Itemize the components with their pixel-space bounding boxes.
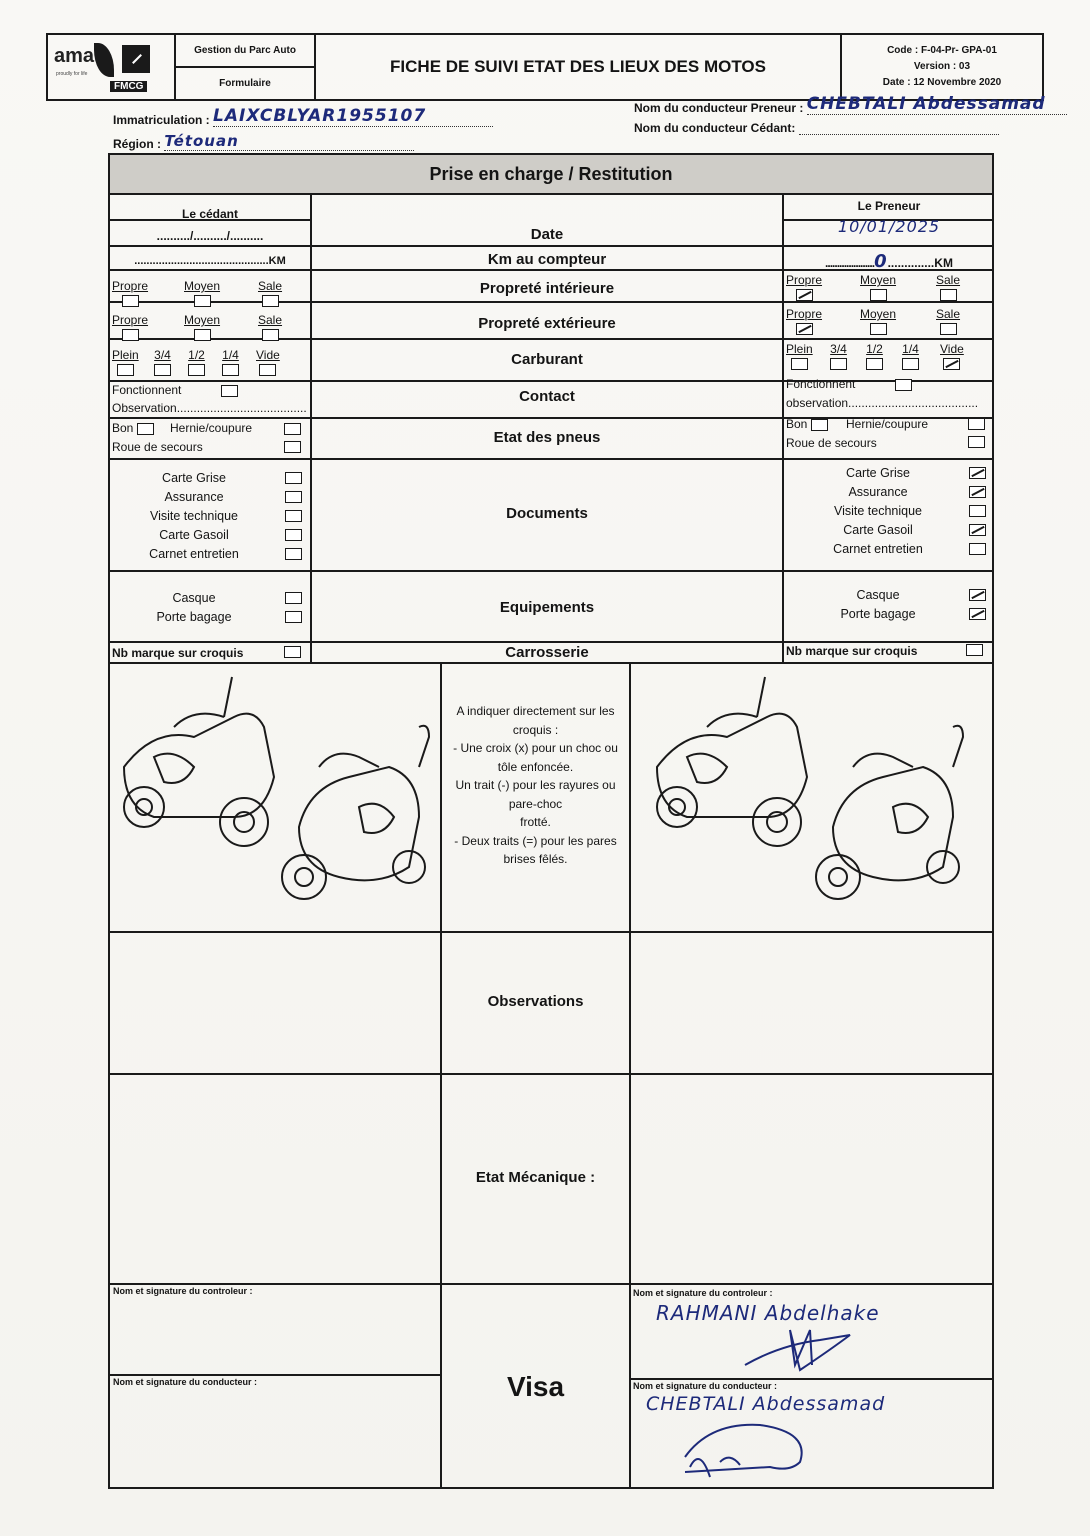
row-label-contact: Contact (519, 388, 575, 405)
col-header-preneur: Le Preneur (857, 199, 921, 213)
cedant-fonctionnent[interactable]: Fonctionnent (112, 383, 238, 397)
scooter-sketch-cedant[interactable] (114, 667, 436, 929)
cedant-conducteur-label: Nom et signature du conducteur : (113, 1377, 258, 1387)
scooter-rear-view (816, 726, 963, 899)
preneur-controleur-name[interactable]: RAHMANI Abdelhake (656, 1301, 880, 1325)
row-label-documents: Documents (506, 505, 588, 522)
cedant-value[interactable] (799, 134, 999, 135)
doc-code-block (842, 35, 1042, 99)
cedant-doc-visite[interactable]: Visite technique (120, 506, 302, 525)
checkbox[interactable] (222, 364, 239, 376)
doc-date: Date : 12 Novembre 2020 (882, 77, 1002, 88)
preneur-fuel-3-4[interactable]: 3/4 (830, 342, 847, 370)
immatriculation-value[interactable]: LAIXCBLYAR1955107 (213, 106, 493, 127)
preneur-hernie-checkbox[interactable] (968, 418, 985, 430)
preneur-pneus-bon[interactable]: Bon (786, 417, 828, 431)
preneur-mecanique-area[interactable] (632, 1076, 992, 1281)
cedant-nb-marque: Nb marque sur croquis (112, 646, 244, 660)
preneur-documents (794, 463, 986, 558)
preneur-ext-propre[interactable]: Propre (786, 307, 822, 335)
preneur-eq-casque[interactable]: Casque (794, 585, 986, 604)
checkbox[interactable] (870, 323, 887, 335)
row-label-visa: Visa (506, 1371, 565, 1402)
preneur-date-field[interactable]: 10/01/2025 (837, 217, 941, 236)
row-label-mecanique: Etat Mécanique : (475, 1169, 596, 1186)
preneur-km-field[interactable]: .....................0..............KM (825, 251, 953, 272)
cedant-pneus-bon[interactable]: Bon (112, 421, 154, 435)
cedant-pneus-hernie: Hernie/coupure (170, 421, 253, 435)
preneur-fuel-1-4[interactable]: 1/4 (902, 342, 919, 370)
preneur-ext-moyen[interactable]: Moyen (860, 307, 896, 335)
preneur-nb-marque: Nb marque sur croquis (786, 644, 918, 658)
preneur-pneus-hernie: Hernie/coupure (846, 417, 929, 431)
checkbox-checked[interactable] (969, 467, 986, 479)
cedant-fuel-1-4[interactable]: 1/4 (222, 348, 239, 376)
ama-tagline: proudly for life (56, 71, 88, 77)
preneur-observations-area[interactable] (632, 934, 992, 1071)
region-field[interactable] (113, 132, 414, 151)
region-value[interactable]: Tétouan (164, 132, 414, 151)
ama-logo: ama (54, 45, 95, 67)
preneur-ext-sale[interactable]: Sale (936, 307, 960, 335)
preneur-doc-carte-grise[interactable]: Carte Grise (794, 463, 986, 482)
preneur-eq-bagage[interactable]: Porte bagage (794, 604, 986, 623)
section-band: Prise en charge / Restitution (110, 155, 992, 195)
preneur-int-propre[interactable]: Propre (786, 273, 822, 301)
cedant-nb-marque-box[interactable] (284, 646, 301, 658)
checkbox[interactable] (154, 364, 171, 376)
tool-icon (122, 45, 150, 73)
checkbox[interactable] (791, 358, 808, 370)
preneur-name-field[interactable] (634, 94, 1067, 115)
preneur-equipements (794, 585, 986, 623)
row-label-date: Date (530, 226, 564, 243)
checkbox[interactable] (969, 543, 986, 555)
cedant-documents (120, 468, 302, 563)
row-label-carburant: Carburant (511, 351, 583, 368)
checkbox[interactable] (285, 548, 302, 560)
preneur-doc-entretien[interactable]: Carnet entretien (794, 539, 986, 558)
doc-version: Version : 03 (913, 61, 971, 72)
checkbox[interactable] (122, 329, 139, 341)
cedant-doc-gasoil[interactable]: Carte Gasoil (120, 525, 302, 544)
preneur-doc-visite[interactable]: Visite technique (794, 501, 986, 520)
cedant-fuel-1-2[interactable]: 1/2 (188, 348, 205, 376)
checkbox-checked[interactable] (796, 323, 813, 335)
row-label-carrosserie: Carrosserie (505, 644, 589, 661)
preneur-conducteur-label: Nom et signature du conducteur : (633, 1381, 778, 1391)
checkbox[interactable] (830, 358, 847, 370)
checkbox-checked[interactable] (969, 608, 986, 620)
preneur-nb-marque-box[interactable] (966, 644, 983, 656)
doc-code: Code : F-04-Pr- GPA-01 (887, 45, 997, 56)
form-header (46, 33, 1044, 101)
cedant-hernie-checkbox[interactable] (284, 423, 301, 435)
scooter-sketch-preneur[interactable] (633, 667, 991, 929)
preneur-roue-secours: Roue de secours (786, 436, 877, 450)
scooter-side-view (657, 677, 807, 846)
preneur-fuel-vide[interactable]: Vide (940, 342, 964, 370)
logo-block (48, 35, 176, 99)
preneur-value[interactable]: CHEBTALI Abdessamad (807, 94, 1067, 115)
row-label-interieur: Propreté intérieure (479, 280, 615, 297)
scooter-side-view (124, 677, 274, 846)
checkbox-checked[interactable] (796, 289, 813, 301)
checkbox[interactable] (866, 358, 883, 370)
cedant-mecanique-area[interactable] (112, 1076, 438, 1281)
immatriculation-label: Immatriculation : (113, 113, 210, 127)
checkbox[interactable] (811, 419, 828, 431)
leaf-icon (94, 43, 114, 77)
cedant-observation[interactable]: Observation....................................... (112, 401, 307, 415)
row-label-exterieur: Propreté extérieure (478, 315, 616, 332)
cedant-fuel-plein[interactable]: Plein (112, 348, 139, 376)
row-label-equipements: Equipements (499, 599, 595, 616)
cedant-eq-casque[interactable]: Casque (120, 588, 302, 607)
immatriculation-field[interactable] (113, 106, 493, 127)
preneur-int-sale[interactable]: Sale (936, 273, 960, 301)
header-subtitle (176, 35, 316, 99)
cedant-doc-assurance[interactable]: Assurance (120, 487, 302, 506)
checkbox[interactable] (262, 295, 279, 307)
department-label: Gestion du Parc Auto (176, 35, 314, 68)
checkbox[interactable] (259, 364, 276, 376)
checkbox[interactable] (902, 358, 919, 370)
cedant-roue-checkbox[interactable] (284, 441, 301, 453)
preneur-controleur-label: Nom et signature du controleur : (633, 1288, 773, 1298)
cedant-roue-secours: Roue de secours (112, 440, 203, 454)
cedant-fuel-vide[interactable]: Vide (256, 348, 280, 376)
checkbox[interactable] (285, 491, 302, 503)
cedant-int-sale[interactable]: Sale (258, 279, 282, 307)
preneur-fuel-plein[interactable]: Plein (786, 342, 813, 370)
checkbox-checked[interactable] (969, 524, 986, 536)
preneur-conducteur-name[interactable]: CHEBTALI Abdessamad (646, 1393, 886, 1415)
preneur-int-moyen[interactable]: Moyen (860, 273, 896, 301)
col-header-cedant: Le cédant (181, 207, 238, 221)
cedant-date-field[interactable]: ........../........../.......... (156, 229, 264, 243)
preneur-doc-gasoil[interactable]: Carte Gasoil (794, 520, 986, 539)
scooter-rear-view (282, 726, 429, 899)
inspection-table (108, 153, 994, 1489)
cedant-doc-entretien[interactable]: Carnet entretien (120, 544, 302, 563)
conducteur-signature-scribble (670, 1417, 820, 1487)
cedant-doc-carte-grise[interactable]: Carte Grise (120, 468, 302, 487)
preneur-observation[interactable]: observation....................................... (786, 396, 979, 410)
checkbox[interactable] (122, 295, 139, 307)
checkbox[interactable] (117, 364, 134, 376)
checkbox[interactable] (285, 472, 302, 484)
preneur-fonctionnent[interactable]: Fonctionnent (786, 377, 912, 391)
row-label-km: Km au compteur (487, 251, 607, 268)
cedant-int-moyen[interactable]: Moyen (184, 279, 220, 307)
checkbox[interactable] (188, 364, 205, 376)
fmcg-logo: FMCG (110, 81, 147, 92)
checkbox[interactable] (870, 289, 887, 301)
cedant-ext-propre[interactable]: Propre (112, 313, 148, 341)
cedant-km-field[interactable]: ............................................KM (134, 255, 286, 267)
checkbox[interactable] (137, 423, 154, 435)
cedant-observations-area[interactable] (112, 934, 438, 1071)
checkbox[interactable] (262, 329, 279, 341)
checkbox-checked[interactable] (943, 358, 960, 370)
checkbox[interactable] (940, 323, 957, 335)
cedant-fuel-3-4[interactable]: 3/4 (154, 348, 171, 376)
checkbox-checked[interactable] (969, 486, 986, 498)
cedant-eq-bagage[interactable]: Porte bagage (120, 607, 302, 626)
preneur-doc-assurance[interactable]: Assurance (794, 482, 986, 501)
preneur-roue-checkbox[interactable] (968, 436, 985, 448)
checkbox[interactable] (895, 379, 912, 391)
checkbox-checked[interactable] (969, 589, 986, 601)
checkbox[interactable] (285, 510, 302, 522)
cedant-label: Nom du conducteur Cédant: (634, 121, 796, 135)
cedant-name-field[interactable] (634, 121, 999, 135)
cedant-ext-sale[interactable]: Sale (258, 313, 282, 341)
preneur-label: Nom du conducteur Preneur : (634, 101, 804, 115)
checkbox[interactable] (194, 329, 211, 341)
cedant-equipements (120, 588, 302, 626)
checkbox[interactable] (969, 505, 986, 517)
cedant-int-propre[interactable]: Propre (112, 279, 148, 307)
cedant-ext-moyen[interactable]: Moyen (184, 313, 220, 341)
checkbox[interactable] (285, 529, 302, 541)
row-label-observations: Observations (487, 993, 584, 1010)
checkbox[interactable] (940, 289, 957, 301)
controleur-signature-scribble (740, 1325, 860, 1375)
cedant-controleur-label: Nom et signature du controleur : (113, 1286, 253, 1296)
checkbox[interactable] (221, 385, 238, 397)
row-label-pneus: Etat des pneus (493, 429, 601, 446)
preneur-fuel-1-2[interactable]: 1/2 (866, 342, 883, 370)
checkbox[interactable] (285, 611, 302, 623)
form-title: FICHE DE SUIVI ETAT DES LIEUX DES MOTOS (316, 35, 842, 99)
doc-type-label: Formulaire (219, 78, 271, 89)
checkbox[interactable] (194, 295, 211, 307)
region-label: Région : (113, 137, 161, 151)
croquis-instructions: A indiquer directement sur les croquis : - Une croix (x) pour un choc ou tôle enfoncée. Un trait (-) pour les rayures ou pare-choc frotté. - Deux traits (=) pour les pares brises fêlés. (453, 704, 618, 866)
checkbox[interactable] (285, 592, 302, 604)
